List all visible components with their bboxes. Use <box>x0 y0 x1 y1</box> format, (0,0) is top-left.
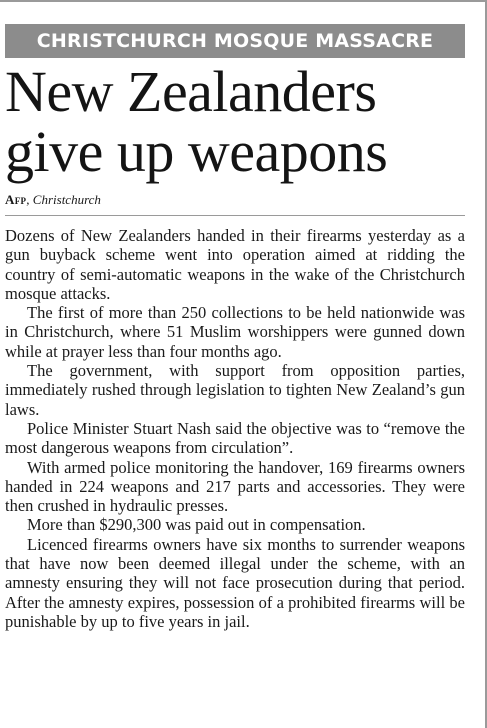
paragraph: With armed police monitoring the handover, 169 firearms owners handed in 224 weapons and 217 parts and accessories. They were then crushed in hydraulic presses. <box>5 457 465 516</box>
news-article <box>5 24 465 631</box>
byline-place: Christchurch <box>32 192 101 207</box>
paragraph: The government, with support from opposition parties, immediately rushed through legislation to tighten New Zealand’s gun laws. <box>5 361 465 419</box>
paragraph: Licenced firearms owners have six months to surrender weapons that have now been deemed illegal under the scheme, with an amnesty ensuring they will not face prosecution during that period. After the amnesty expires, possession of a prohibited firearms will be punishable by up to five years in jail. <box>5 534 465 631</box>
paragraph: More than $290,300 was paid out in compensation. <box>27 515 366 535</box>
section-kicker <box>5 24 465 58</box>
headline <box>5 59 465 184</box>
byline <box>5 192 465 207</box>
byline-divider <box>5 215 465 216</box>
paragraph: The first of more than 250 collections to be held nationwide was in Christchurch, where 51 Muslim worshippers were gunned down while at prayer less than four months ago. <box>5 303 465 361</box>
paragraph: Police Minister Stuart Nash said the objective was to “remove the most dangerous weapons from circulation”. <box>5 418 465 458</box>
headline-line-2: give up weapons <box>5 119 388 184</box>
kicker-label: CHRISTCHURCH MOSQUE MASSACRE <box>36 30 434 52</box>
byline-agency: Afp <box>5 192 27 207</box>
paragraph: Dozens of New Zealanders handed in their firearms yesterday as a gun buyback scheme went into operation aimed at ridding the country of semi-automatic weapons in the wake of the Christchurch mosque attacks. <box>5 226 465 303</box>
byline-separator: , <box>26 192 30 207</box>
headline-line-1: New Zealanders <box>5 59 377 124</box>
article-body <box>5 226 465 631</box>
top-border-rule <box>0 0 487 2</box>
